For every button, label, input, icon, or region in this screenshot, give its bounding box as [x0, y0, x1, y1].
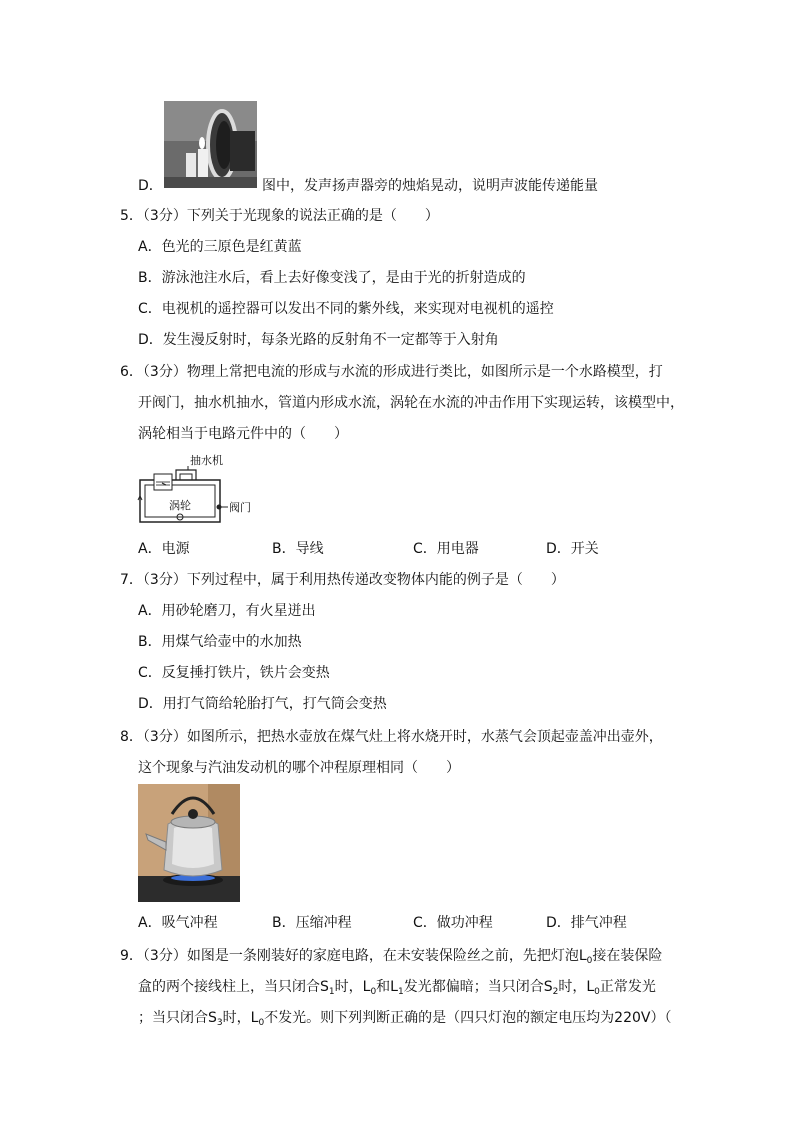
q9-line1-end: 接在装保险	[592, 948, 663, 964]
q8-stem-line-1: 8．（3分）如图所示，把热水壶放在煤气灶上将水烧开时，水蒸气会顶起壶盖冲出壶外，	[120, 729, 663, 745]
q8-stem-line-2: 这个现象与汽油发动机的哪个冲程原理相同（ ）	[138, 760, 460, 776]
q6-option-d: D．开关	[546, 541, 599, 557]
q6-stem-line-3: 涡轮相当于电路元件中的（ ）	[138, 426, 348, 442]
q9-l2-p1: 1	[328, 987, 335, 997]
q9-l3-p3: 0	[258, 1018, 265, 1028]
q5-option-c: C．电视机的遥控器可以发出不同的紫外线，来实现对电视机的遥控	[138, 301, 554, 317]
q6-stem-line-2: 开阀门，抽水机抽水，管道内形成水流，涡轮在水流的冲击作用下实现运转，该模型中，	[138, 395, 684, 411]
q9-l2-p9: 0	[594, 987, 600, 997]
q9-line1-text: 9．（3分）如图是一条刚装好的家庭电路，在未安装保险丝之前，先把灯泡L	[120, 948, 587, 964]
q6-option-c: C．用电器	[413, 541, 479, 557]
q9-l3-p1: 3	[216, 1018, 223, 1028]
q9-stem-line-2	[138, 977, 656, 1002]
q9-stem-line-1	[120, 946, 662, 971]
q9-l2-p5: 1	[397, 987, 404, 997]
q8-option-b: B．压缩冲程	[272, 915, 352, 931]
kettle-on-stove-photo	[138, 784, 240, 902]
q4-option-d-label: D．	[138, 178, 163, 194]
q7-option-b: B．用煤气给壶中的水加热	[138, 634, 302, 650]
q8-option-a: A．吸气冲程	[138, 915, 218, 931]
q9-l2-p6: 发光都偏暗；当只闭合S	[403, 979, 553, 995]
q9-line1-sub: 0	[586, 956, 593, 966]
q7-option-d: D．用打气筒给轮胎打气，打气筒会变热	[138, 696, 387, 712]
valve-label: 阀门	[229, 501, 251, 514]
q9-l3-p2: 时，L	[222, 1010, 259, 1026]
q8-option-c: C．做功冲程	[413, 915, 493, 931]
q7-option-a: A．用砂轮磨刀，有火星迸出	[138, 603, 316, 619]
pump-label: 抽水机	[190, 454, 223, 467]
q5-option-d: D．发生漫反射时，每条光路的反射角不一定都等于入射角	[138, 332, 499, 348]
q9-l2-p10: 正常发光	[599, 979, 656, 995]
q9-l2-p7: 2	[552, 987, 559, 997]
q5-stem: 5．（3分）下列关于光现象的说法正确的是（ ）	[120, 208, 439, 224]
speaker-candle-photo	[164, 101, 257, 188]
q6-option-b: B．导线	[272, 541, 324, 557]
q6-option-a: A．电源	[138, 541, 190, 557]
q9-l3-p0: ；当只闭合S	[138, 1010, 217, 1026]
q7-stem: 7．（3分）下列过程中，属于利用热传递改变物体内能的例子是（ ）	[120, 572, 565, 588]
q7-option-c: C．反复捶打铁片，铁片会变热	[138, 665, 330, 681]
q4-option-d-text: 图中，发声扬声器旁的烛焰晃动，说明声波能传递能量	[262, 178, 598, 194]
q9-l2-p8: 时，L	[558, 979, 595, 995]
q5-option-b: B．游泳池注水后，看上去好像变浅了，是由于光的折射造成的	[138, 270, 526, 286]
q5-option-a: A．色光的三原色是红黄蓝	[138, 239, 302, 255]
q6-stem-line-1: 6．（3分）物理上常把电流的形成与水流的形成进行类比，如图所示是一个水路模型，打	[120, 364, 663, 380]
q8-option-d: D．排气冲程	[546, 915, 627, 931]
water-circuit-diagram	[136, 452, 266, 527]
q9-l2-p4: 和L	[376, 979, 398, 995]
kettle-illustration	[138, 784, 240, 902]
q9-l2-p3: 0	[370, 987, 377, 997]
q9-stem-line-3	[138, 1008, 671, 1033]
q9-l2-p2: 时，L	[334, 979, 371, 995]
q9-l3-p4: 不发光。则下列判断正确的是（四只灯泡的额定电压均为220V）（	[264, 1010, 672, 1026]
q9-l2-p0: 盒的两个接线柱上，当只闭合S	[138, 979, 329, 995]
turbine-label: 涡轮	[169, 499, 191, 512]
speaker-candle-illustration	[164, 101, 257, 188]
pump-pipe	[176, 470, 196, 480]
